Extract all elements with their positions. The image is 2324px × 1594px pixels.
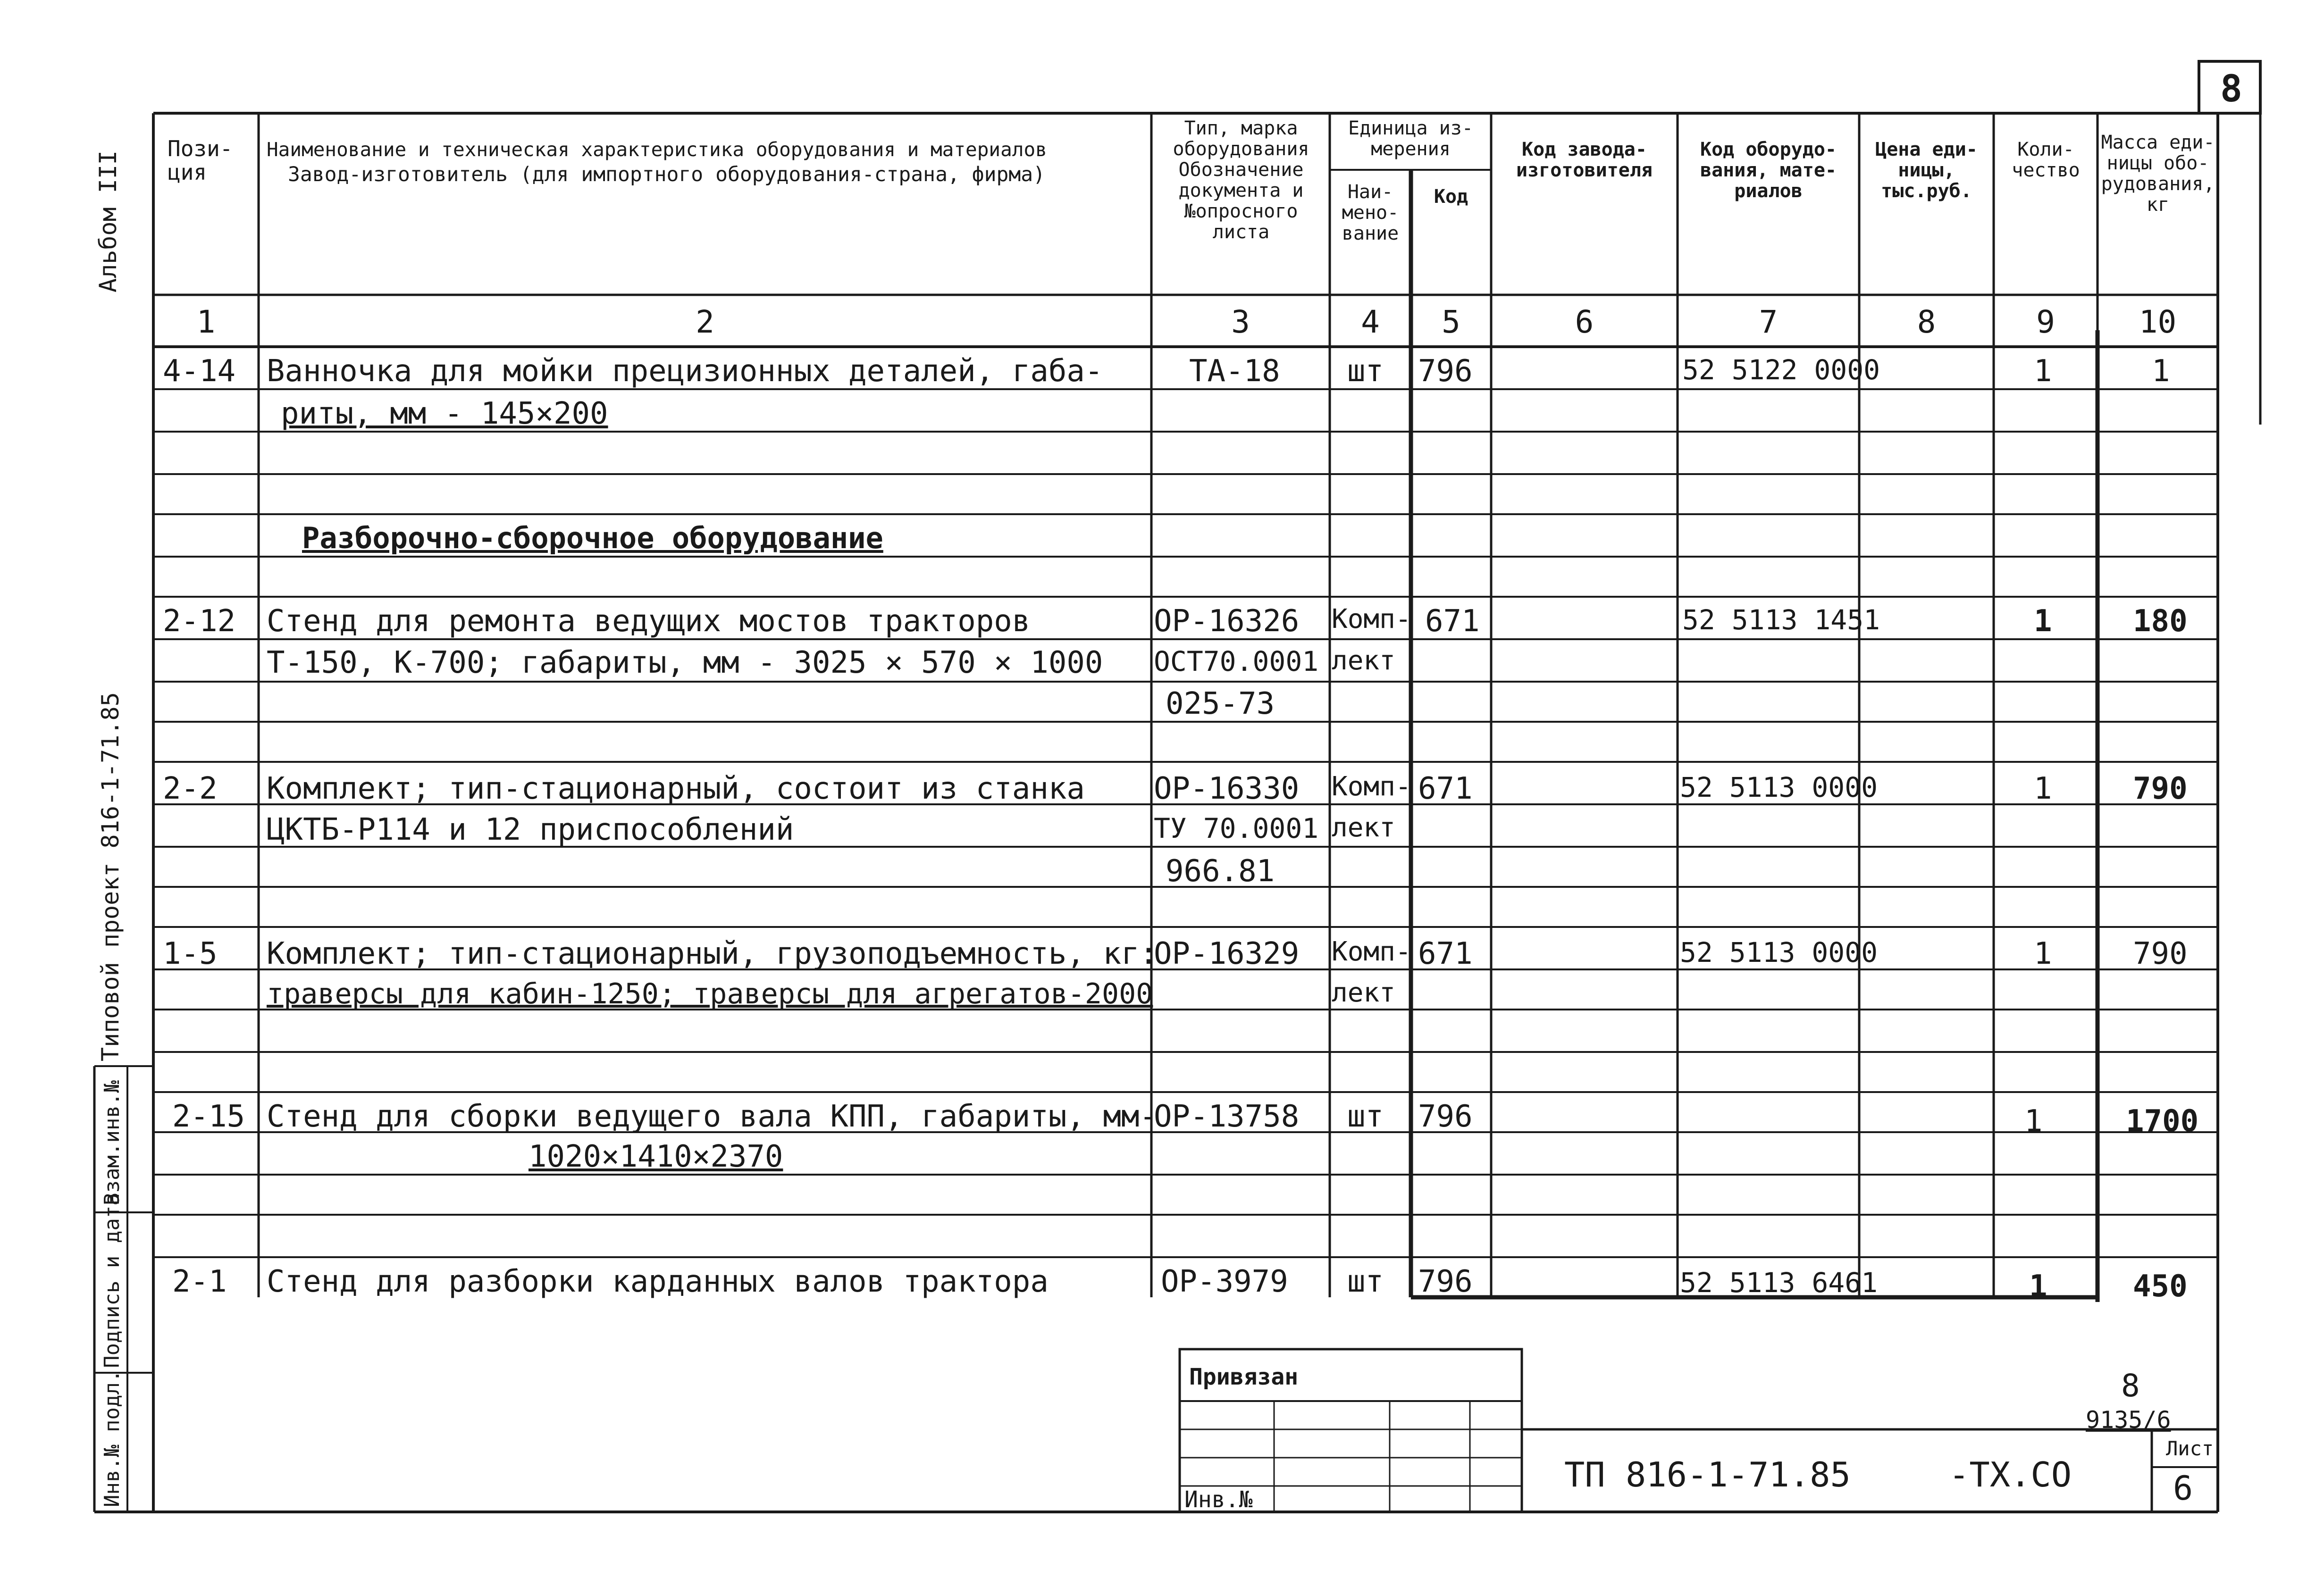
- header-name-line1: Наименование и техническая характеристика оборудования и материалов: [267, 138, 1047, 161]
- stamp-cell-podpis: Подпись и дата: [100, 1193, 124, 1368]
- row1-position: 4-14: [163, 354, 236, 389]
- row1-mass: 1: [2152, 354, 2170, 389]
- col-number-6: 6: [1575, 304, 1594, 340]
- row5-mass: 1700: [2126, 1104, 2199, 1139]
- stamp-list-label: Лист: [2166, 1437, 2214, 1460]
- row5-qty: 1: [2024, 1104, 2043, 1139]
- header-unit: Единица из-мерения: [1348, 117, 1473, 160]
- row2-qty: 1: [2034, 604, 2052, 639]
- header-factory-code: Код завода-изготовителя: [1516, 139, 1653, 181]
- row6-unit: шт: [1347, 1264, 1384, 1299]
- col-number-1: 1: [196, 304, 216, 340]
- row4-unit-line1: Комп-: [1332, 936, 1411, 967]
- row3-type-line3: 966.81: [1166, 854, 1275, 889]
- header-type: Тип, марка оборудования Обозначение документа и №опросного листа: [1173, 117, 1309, 243]
- header-name-line2: Завод-изготовитель (для импортного оборудования-страна, фирма): [288, 163, 1046, 186]
- row6-type: ОР-3979: [1161, 1264, 1288, 1299]
- header-unit-name: Наи-мено-вание: [1342, 181, 1399, 244]
- row5-unit: шт: [1347, 1099, 1384, 1134]
- row1-unit: шт: [1347, 354, 1384, 389]
- row4-name-line1: Комплект; тип-стационарный, грузоподъемность, кг:: [267, 936, 1158, 971]
- row6-name-line1: Стенд для разборки карданных валов трактора: [267, 1264, 1049, 1299]
- col-number-5: 5: [1442, 304, 1460, 340]
- col-number-4: 4: [1361, 304, 1380, 340]
- row1-name-line1: Ванночка для мойки прецизионных деталей, габа-: [267, 354, 1103, 389]
- header-position: Пози- ция: [168, 136, 233, 185]
- row4-name-line2: траверсы для кабин-1250; траверсы для агрегатов-2000: [267, 977, 1153, 1010]
- row4-position: 1-5: [163, 936, 218, 971]
- row6-position: 2-1: [172, 1264, 227, 1299]
- row1-type: ТА-18: [1189, 354, 1280, 389]
- row3-position: 2-2: [163, 771, 218, 806]
- stamp-cell-inv: Инв.№ подл.: [100, 1369, 124, 1507]
- stamp-cell-vzam: Взам.инв.№: [100, 1080, 124, 1205]
- row6-code: 796: [1418, 1264, 1473, 1299]
- row5-name-line1: Стенд для сборки ведущего вала КПП, габариты, мм-: [267, 1099, 1158, 1134]
- row3-type-line2: ТУ 70.0001: [1154, 812, 1319, 844]
- project-label: Типовой проект 816-1-71.85: [97, 692, 124, 1061]
- row5-code: 796: [1418, 1099, 1473, 1134]
- row4-mass: 790: [2133, 936, 2188, 971]
- row2-code: 671: [1425, 604, 1480, 639]
- stamp-sheet-number: 8: [2121, 1368, 2140, 1404]
- row2-name-line1: Стенд для ремонта ведущих мостов тракторов: [267, 604, 1031, 639]
- row4-qty: 1: [2034, 936, 2052, 971]
- header-unit-code: Код: [1434, 186, 1468, 208]
- row3-equip-code: 52 5113 0000: [1680, 771, 1878, 803]
- row1-name-line2: риты, мм - 145×200: [281, 396, 608, 431]
- section-title: Разборочно-сборочное оборудование: [302, 521, 883, 555]
- row4-code: 671: [1418, 936, 1473, 971]
- row2-position: 2-12: [163, 604, 236, 639]
- row2-equip-code: 52 5113 1451: [1682, 604, 1880, 636]
- row3-unit-line1: Комп-: [1332, 771, 1411, 802]
- stamp-privyazan: Привязан: [1189, 1364, 1299, 1390]
- header-equip-code: Код оборудо-вания, мате-риалов: [1700, 139, 1837, 202]
- row2-unit-line2: лект: [1332, 645, 1395, 676]
- row1-equip-code: 52 5122 0000: [1682, 354, 1880, 386]
- row3-name-line2: ЦКТБ-Р114 и 12 приспособлений: [267, 812, 794, 847]
- row3-code: 671: [1418, 771, 1473, 806]
- header-mass: Масса еди-ницы обо-рудования, кг: [2101, 132, 2215, 216]
- row4-equip-code: 52 5113 0000: [1680, 936, 1878, 968]
- row5-position: 2-15: [172, 1099, 245, 1134]
- row2-type-line3: 025-73: [1166, 686, 1275, 721]
- row5-name-line2: 1020×1410×2370: [529, 1139, 783, 1174]
- stamp-doc-code: ТП 816-1-71.85: [1564, 1455, 1851, 1494]
- row6-equip-code: 52 5113 6461: [1680, 1267, 1878, 1299]
- row1-qty: 1: [2034, 354, 2052, 389]
- row4-type: ОР-16329: [1154, 936, 1300, 971]
- row3-qty: 1: [2034, 771, 2052, 806]
- col-number-10: 10: [2139, 304, 2177, 340]
- row2-mass: 180: [2133, 604, 2188, 639]
- row5-type: ОР-13758: [1154, 1099, 1300, 1134]
- header-qty: Коли-чество: [2012, 139, 2080, 181]
- row3-name-line1: Комплект; тип-стационарный, состоит из станка: [267, 771, 1085, 806]
- row2-unit-line1: Комп-: [1332, 604, 1411, 634]
- col-number-8: 8: [1917, 304, 1936, 340]
- stamp-order-number: 9135/6: [2086, 1406, 2171, 1434]
- stamp-doc-suffix: -ТХ.СО: [1949, 1455, 2072, 1494]
- stamp-list-number: 6: [2173, 1469, 2193, 1508]
- row1-code: 796: [1418, 354, 1473, 389]
- row3-mass: 790: [2133, 771, 2188, 806]
- header-price: Цена еди-ницы, тыс.руб.: [1875, 139, 1978, 202]
- row6-mass: 450: [2133, 1269, 2188, 1304]
- row4-unit-line2: лект: [1332, 977, 1395, 1008]
- col-number-2: 2: [696, 304, 714, 340]
- row2-name-line2: Т-150, К-700; габариты, мм - 3025 × 570 × 1000: [267, 645, 1103, 680]
- col-number-9: 9: [2036, 304, 2055, 340]
- row6-qty: 1: [2029, 1269, 2047, 1304]
- col-number-7: 7: [1759, 304, 1778, 340]
- row3-type-line1: ОР-16330: [1154, 771, 1300, 806]
- top-sheet-number: 8: [2220, 68, 2242, 110]
- row3-unit-line2: лект: [1332, 812, 1395, 843]
- col-number-3: 3: [1231, 304, 1250, 340]
- row2-type-line1: ОР-16326: [1154, 604, 1300, 639]
- album-label: Альбом III: [94, 150, 122, 292]
- row2-type-line2: ОСТ70.0001: [1154, 645, 1319, 677]
- stamp-inv-label: Инв.№: [1184, 1486, 1253, 1513]
